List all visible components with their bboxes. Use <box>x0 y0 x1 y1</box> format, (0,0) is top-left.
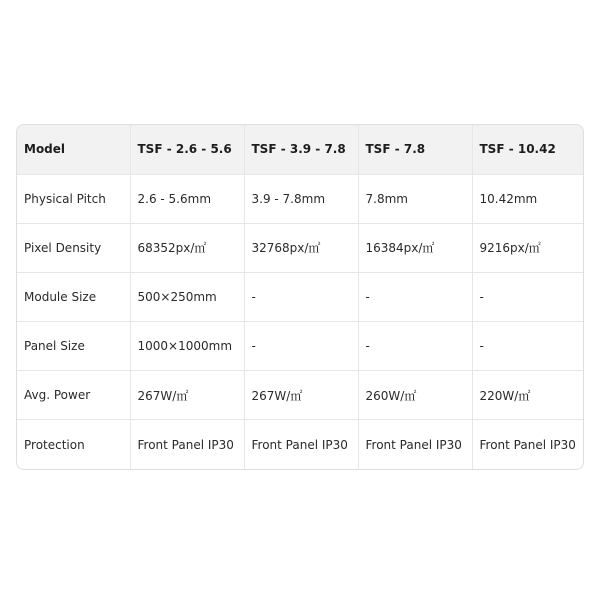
header-cell-tsf-10-42: TSF - 10.42 <box>472 125 584 174</box>
table-cell: - <box>472 321 584 370</box>
header-cell-tsf-2-6-5-6: TSF - 2.6 - 5.6 <box>130 125 244 174</box>
table-cell: 7.8mm <box>358 174 472 223</box>
table-row <box>17 272 584 321</box>
table-cell: 32768px/㎡ <box>244 223 358 272</box>
table-cell: Front Panel IP30 <box>358 420 472 469</box>
table-row <box>17 321 584 370</box>
header-cell-tsf-7-8: TSF - 7.8 <box>358 125 472 174</box>
table-cell: Front Panel IP30 <box>244 420 358 469</box>
table-cell: - <box>244 321 358 370</box>
spec-table-container <box>16 124 584 470</box>
table-cell: - <box>358 272 472 321</box>
table-cell: 3.9 - 7.8mm <box>244 174 358 223</box>
table-row <box>17 420 584 469</box>
table-row <box>17 371 584 420</box>
table-cell: 68352px/㎡ <box>130 223 244 272</box>
table-cell: 267W/㎡ <box>130 371 244 420</box>
table-cell: 500×250mm <box>130 272 244 321</box>
row-label: Physical Pitch <box>17 174 130 223</box>
table-row <box>17 223 584 272</box>
table-header-row <box>17 125 584 174</box>
table-cell: 16384px/㎡ <box>358 223 472 272</box>
row-label: Protection <box>17 420 130 469</box>
table-cell: - <box>358 321 472 370</box>
table-cell: - <box>244 272 358 321</box>
table-cell: 267W/㎡ <box>244 371 358 420</box>
table-cell: - <box>472 272 584 321</box>
table-cell: 260W/㎡ <box>358 371 472 420</box>
table-cell: Front Panel IP30 <box>130 420 244 469</box>
table-cell: Front Panel IP30 <box>479 437 576 452</box>
row-label: Pixel Density <box>17 223 130 272</box>
table-cell: 1000×1000mm <box>130 321 244 370</box>
table-cell: 220W/㎡ <box>472 371 584 420</box>
row-label: Panel Size <box>17 321 130 370</box>
table-cell: 10.42mm <box>472 174 584 223</box>
header-cell-tsf-3-9-7-8: TSF - 3.9 - 7.8 <box>244 125 358 174</box>
spec-table <box>17 125 584 469</box>
row-label: Avg. Power <box>17 371 130 420</box>
table-cell: 2.6 - 5.6mm <box>130 174 244 223</box>
table-row <box>17 174 584 223</box>
row-label: Module Size <box>17 272 130 321</box>
header-cell-model: Model <box>17 125 130 174</box>
table-cell: 9216px/㎡ <box>472 223 584 272</box>
